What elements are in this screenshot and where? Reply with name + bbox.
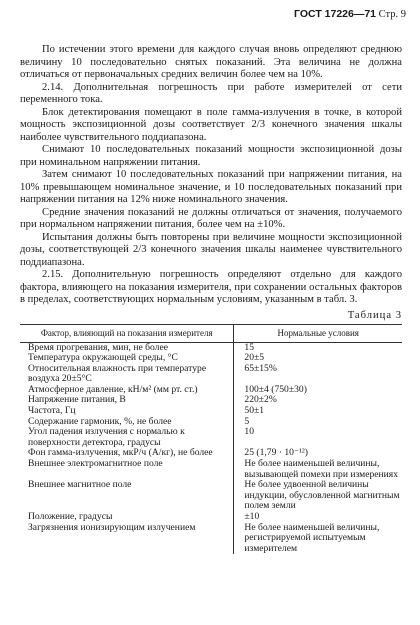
paragraph: Средние значения показаний не должны отличаться от значения, получаемого при нормальном напряжении питания, более чем на ±10%.: [20, 206, 402, 230]
factor-cell: Атмосферное давление, кН/м² (мм рт. ст.): [20, 385, 234, 396]
table-row: [20, 480, 402, 512]
table-row: [20, 523, 402, 555]
condition-cell: 5: [244, 415, 250, 427]
condition-cell: 220±2%: [244, 394, 277, 406]
factor-cell: Фон гамма-излучения, мкР/ч (А/кг), не более: [20, 448, 234, 459]
table-row: [20, 512, 402, 523]
factor-cell: Положение, градусы: [20, 512, 234, 523]
table-row: [20, 427, 402, 448]
factor-cell: Время прогревания, мин, не более: [20, 342, 234, 353]
condition-cell: Не более удвоенной величины индукции, обусловленной магнитным полем земли: [244, 479, 400, 512]
condition-cell: Не более наименьшей величины, вызывающей помехи при измерениях: [244, 458, 399, 480]
gost-number: ГОСТ 17226—71: [294, 8, 377, 20]
page-number: Стр. 9: [378, 9, 406, 20]
paragraph: Испытания должны быть повторены при величине мощности экспозиционной дозы, соответствующей 2/3 конечного значения шкалы наименее чувствительного поддиапазона.: [20, 231, 402, 268]
condition-cell: 15: [244, 341, 254, 353]
factor-cell: Внешнее магнитное поле: [20, 480, 234, 512]
page-header: [294, 8, 406, 20]
condition-cell: 10: [244, 426, 254, 438]
condition-cell: 25 (1,79 · 10⁻¹²): [244, 447, 308, 459]
condition-cell: Не более наименьшей величины, регистрируемой испытуемым измерителем: [244, 521, 380, 554]
condition-cell: ±10: [244, 511, 260, 522]
condition-cell: 65±15%: [244, 362, 277, 374]
paragraph: По истечении этого времени для каждого случая вновь определяют среднюю величину 10 последовательно снятых показаний. Эта величина не должна отличаться от первоначальных средних величин более чем на 10%.: [20, 44, 402, 80]
factor-cell: Загрязнения ионизирующим излучением: [20, 523, 234, 555]
factor-cell: Частота, Гц: [20, 406, 234, 417]
table-row: [20, 459, 402, 480]
column-header-conditions: Нормальные условия: [234, 324, 402, 342]
paragraph: Снимают 10 последовательных показаний мощности экспозиционной дозы при номинальном напряжении питания.: [20, 144, 402, 168]
condition-cell: 20±5: [244, 352, 265, 364]
factor-cell: Относительная влажность при температуре воздуха 20±5°С: [20, 364, 234, 385]
condition-cell: 50±1: [244, 405, 265, 417]
conditions-table: [20, 324, 402, 555]
factor-cell: Температура окружающей среды, °С: [20, 353, 234, 364]
table-row: [20, 395, 402, 406]
document-body: [20, 44, 402, 554]
paragraph: 2.15. Дополнительную погрешность определяют отдельно для каждого фактора, влияющего на показания измерителя, при сохранении остальных факторов в пределах, соответствующих нормальным условиям, указанным в табл. 3.: [20, 269, 402, 305]
factor-cell: Внешнее электромагнитное поле: [20, 459, 234, 480]
condition-cell: 100±4 (750±30): [244, 383, 307, 395]
column-header-factor: Фактор, влияющий на показания измерителя: [20, 324, 234, 342]
factor-cell: Напряжение питания, В: [20, 395, 234, 406]
table-title: Таблица 3: [347, 309, 402, 321]
factor-cell: Угол падения излучения с нормалью к поверхности детектора, градусы: [20, 427, 234, 448]
paragraph: 2.14. Дополнительная погрешность при работе измерителей от сети переменного тока.: [20, 81, 402, 105]
factor-cell: Содержание гармоник, %, не более: [20, 417, 234, 428]
table-row: [20, 364, 402, 385]
paragraph: Блок детектирования помещают в поле гамма-излучения в точке, в которой мощность экспозиционной дозы соответствует 2/3 конечного значения шкалы наиболее чувствительного поддиапазона.: [20, 106, 402, 143]
paragraph: Затем снимают 10 последовательных показаний при напряжении питания, на 10% превышающем номинальное значение, и 10 последовательных показаний при напряжении питания на 12% ниже номинального значения.: [20, 169, 402, 205]
